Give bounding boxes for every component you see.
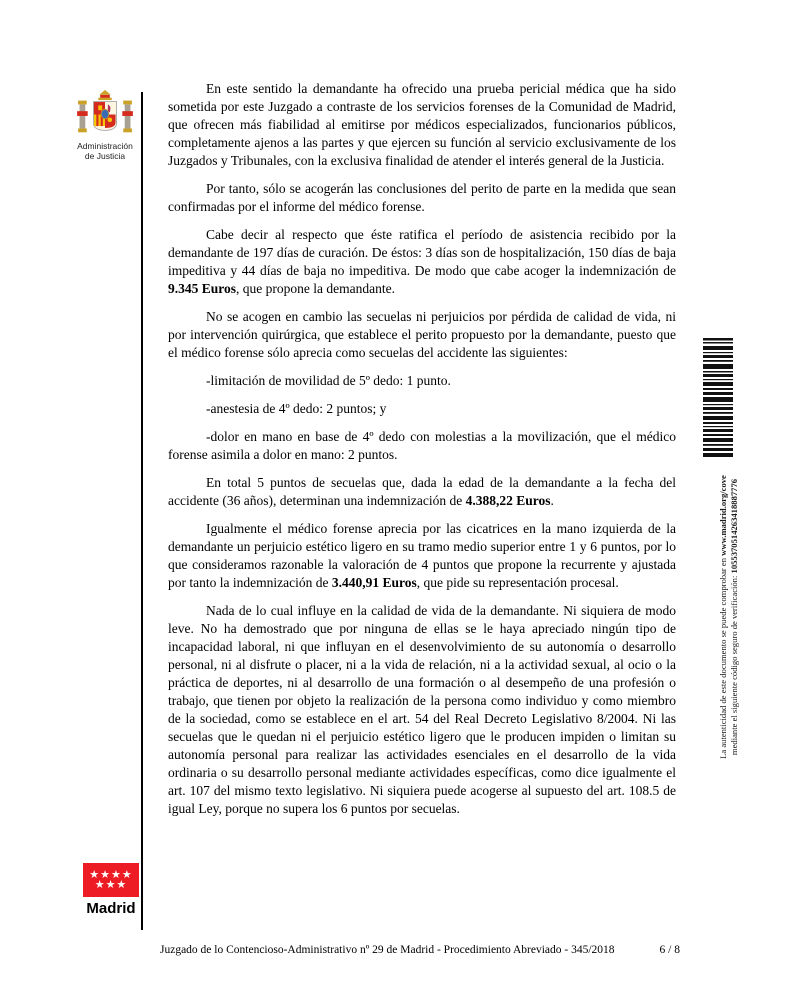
paragraph: -limitación de movilidad de 5º dedo: 1 punto. (206, 373, 451, 388)
madrid-flag-icon (83, 863, 139, 897)
verification-text-before-code: mediante el siguiente código seguro de verificación: (729, 573, 739, 756)
page-footer (160, 944, 680, 956)
madrid-logo-block (80, 863, 142, 917)
madrid-stars-row2: ★★★ (94, 878, 128, 891)
madrid-logo-label: Madrid (86, 900, 136, 917)
justice-caption (68, 142, 142, 161)
verification-text-before-url: La autenticidad de este documento se puede comprobar en (718, 555, 728, 759)
justice-caption-line1: Administración (77, 141, 133, 151)
footer-court-line: Juzgado de lo Contencioso-Administrativo nº 29 de Madrid - Procedimiento Abreviado - 345/2018 (160, 944, 615, 956)
paragraph: No se acogen en cambio las secuelas ni perjuicios por pérdida de calidad de vida, ni por intervención quirúrgica, que establece el perito propuesto por la demandante, puesto que el médico forense sólo aprecia como secuelas del accidente las siguientes: (168, 309, 676, 360)
madrid-stars-row1: ★★★★ (89, 868, 133, 881)
paragraph: Por tanto, sólo se acogerán las conclusiones del perito de parte en la medida que sean confirmadas por el informe del médico forense. (168, 181, 676, 214)
verification-line2 (729, 467, 740, 767)
paragraph: En este sentido la demandante ha ofrecido una prueba pericial médica que ha sido sometida por este Juzgado a contraste de los servicios forenses de la Comunidad de Madrid, que ofrecen más fiabilidad al emitirse por médicos especializados, funcionarios públicos, completamente ajenos a las partes y que ejercen su función al servicio exclusivamente de los Juzgados y Tribunales, con la exclusiva finalidad de atender el interés general de la Justicia. (168, 81, 676, 168)
footer-page-indicator: 6 / 8 (659, 944, 680, 956)
verification-barcode-icon (703, 338, 733, 458)
paragraph: Cabe decir al respecto que éste ratifica el período de asistencia recibido por la demandante de 197 días de curación. De éstos: 3 días son de hospitalización, 150 días de baja impeditiva y 44 días de baja no impeditiva. De modo que cabe acoger la indemnización de 9.345 Euros, que propone la demandante. (168, 227, 676, 296)
paragraph: En total 5 puntos de secuelas que, dada la edad de la demandante a la fecha del accidente (36 años), determinan una indemnización de 4.388,22 Euros. (168, 475, 676, 508)
document-body (168, 80, 676, 828)
spain-coat-of-arms-icon (74, 90, 136, 140)
justice-caption-line2: de Justicia (84, 150, 126, 161)
verification-code: 1055370514263418887776 (729, 478, 739, 574)
paragraph: Nada de lo cual influye en la calidad de vida de la demandante. Ni siquiera de modo leve. No ha demostrado que por ninguna de ellas se le haya apreciado ningún tipo de incapacidad laboral, ni que influyan en el desenvolvimiento de su autonomía o desarrollo personal, ni al disfrute o placer, ni a la vida de relación, ni a la actividad sexual, al ocio o la práctica de deportes, ni al desarrollo de una formación o al desempeño de una profesión o trabajo, que tienen por objeto la realización de la persona como individuo y como miembro de la sociedad, como se establece en el art. 54 del Real Decreto Legislativo 8/2004. Ni las secuelas que le quedan ni el perjuicio estético ligero que le producen impiden o limitan su autonomía personal para realizar las actividades esenciales en el desarrollo de la vida ordinaria o su desarrollo personal mediante actividades específicas, como dice igualmente el art. 107 del mismo texto legislativo. Ni siquiera puede acogerse al supuesto del art. 108.5 de igual Ley, porque no supera los 6 puntos por secuelas. (168, 603, 676, 816)
verification-legend (718, 467, 744, 767)
justice-emblem-block (68, 90, 142, 161)
paragraph: -dolor en mano en base de 4º dedo con molestias a la movilización, que el médico forense asimila a dolor en mano: 2 puntos. (168, 429, 676, 462)
verification-url: www.madrid.org/cove (718, 475, 728, 556)
paragraph: -anestesia de 4º dedo: 2 puntos; y (206, 401, 387, 416)
paragraph: Igualmente el médico forense aprecia por las cicatrices en la mano izquierda de la demandante un perjuicio estético ligero en su tramo medio superior entre 1 y 6 puntos, por lo que consideramos razonable la valoración de 4 puntos que propone la recurrente y ajustada por tanto la indemnización de 3.440,91 Euros, que pide su representación procesal. (168, 521, 676, 590)
verification-line1 (718, 467, 729, 767)
left-divider-line (141, 92, 143, 930)
